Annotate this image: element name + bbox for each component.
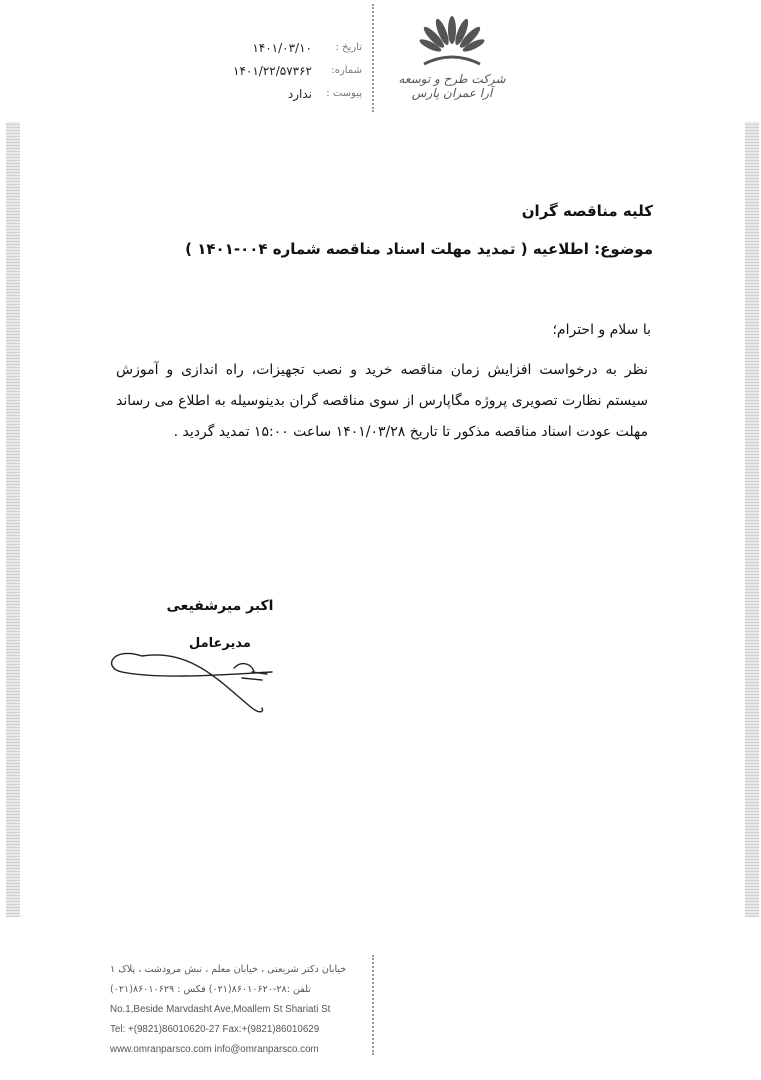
footer-phone-fa: تلفن :۲۸-۸۶۰۱۰۶۲۰(۰۲۱) فکس : ۸۶۰۱۰۶۲۹(۰۲۱) [110,984,311,995]
body-paragraph: نظر به درخواست افزایش زمان مناقصه خرید و نصب تجهیزات، راه اندازی و آموزش سیستم نظارت تصویری پروژه مگاپارس از سوی مناقصه گران بدینوسیله به اطلاع می رساند مهلت عودت اسناد مناقصه مذکور تا تاریخ ۱۴۰۱/۰۳/۲۸ ساعت ۱۵:۰۰ تمدید گردید . [116,362,648,440]
date-row [122,42,362,62]
handwritten-signature-icon [102,628,282,718]
header-divider [372,4,374,112]
footer-address-en: No.1,Beside Marvdasht Ave,Moallem St Shariati St [110,1004,331,1015]
subject-line: موضوع: اطلاعیه ( تمدید مهلت اسناد مناقصه شماره ۰۰۴-۱۴۰۱ ) [185,240,653,258]
date-label: تاریخ : [335,42,362,53]
number-label: شماره: [331,65,362,76]
number-value: ۱۴۰۱/۲۲/۵۷۳۶۲ [233,64,312,78]
footer-phone-en: Tel: +(9821)86010620-27 Fax:+(9821)86010629 [110,1024,320,1035]
attachment-value: ندارد [287,87,312,101]
attachment-row [122,88,362,108]
date-value: ۱۴۰۱/۰۳/۱۰ [252,41,312,55]
number-row [122,65,362,85]
signatory-name: اکبر میرشفیعی [166,598,274,614]
company-name: شرکت طرح و توسعه آرا عمران پارس [398,72,506,100]
scan-strip-right [745,122,759,917]
footer-web: www.omranparsco.com info@omranparsco.com [110,1044,319,1055]
footer-contact [110,960,362,1060]
footer-address-fa: خیابان دکتر شریعتی ، خیابان معلم ، نبش مرودشت ، پلاک ۱ [110,964,347,975]
greeting: با سلام و احترام؛ [552,322,651,338]
signatory-title: مدیرعامل [189,636,251,651]
footer-divider [372,955,374,1055]
attachment-label: پیوست : [326,88,362,99]
company-logo-icon [408,10,496,70]
recipient: کلیه مناقصه گران [521,202,653,220]
scan-strip-left [6,122,20,917]
